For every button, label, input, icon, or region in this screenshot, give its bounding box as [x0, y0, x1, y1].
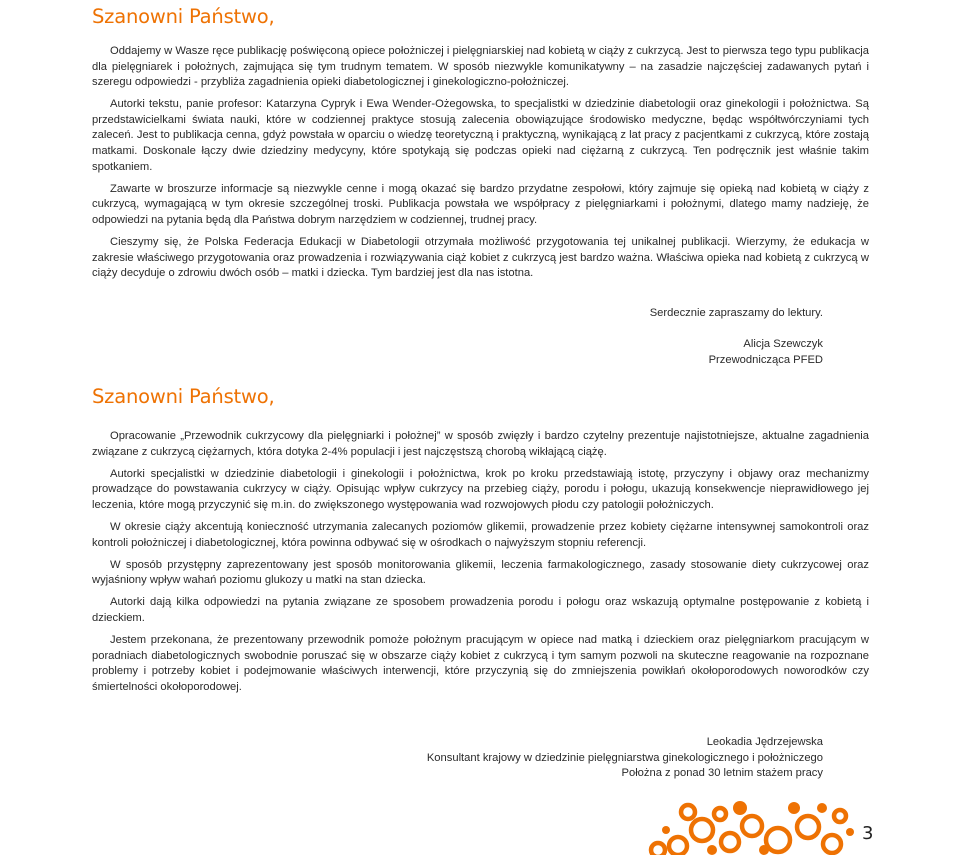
page-heading-1: Szanowni Państwo,: [92, 5, 275, 28]
signature-title: Konsultant krajowy w dziedzinie pielęgniarstwa ginekologicznego i położniczego: [426, 751, 823, 764]
letter-body-1: [92, 44, 869, 288]
signature-name: Alicja Szewczyk: [743, 338, 823, 350]
signature-note: Położna z ponad 30 letnim stażem pracy: [621, 767, 823, 780]
paragraph: Autorki dają kilka odpowiedzi na pytania związane ze sposobem prowadzenia porodu i połogu oraz wskazują optymalne postępowanie z kobietą i dzieckiem.: [92, 596, 869, 624]
paragraph: Zawarte w broszurze informacje są niezwykle cenne i mogą okazać się bardzo przydatne zespołowi, który zajmuje się opieką nad kobietą w ciąży z cukrzycą, wymagającą w tym okresie szczególnej troski. Publikacja powstała we współpracy z pielęgniarkami i położnymi, dlatego mamy nadzieję, że odpowiedzi na pytania będą dla Państwa dobrym narzędziem w codziennej, trudnej pracy.: [92, 182, 869, 226]
paragraph: Cieszymy się, że Polska Federacja Edukacji w Diabetologii otrzymała możliwość przygotowania tej unikalnej publikacji. Wierzymy, że edukacja w zakresie właściwego przygotowania oraz prowadzenia i rozwiązywania ciąż kobiet z cukrzycą jest bardzo ważna. Właściwa opieka nad kobietą z cukrzycą w ciąży decyduje o zdrowiu dwóch osób – matki i dziecka. Tym bardziej jest dla nas istotna.: [92, 236, 869, 280]
closing-greeting: [650, 306, 823, 322]
paragraph: W okresie ciąży akcentują konieczność utrzymania zalecanych poziomów glikemii, prowadzenie przez kobiety ciężarne intensywnej samokontroli oraz kontroli położniczej i diabetologicznej, która powinna odbywać się w ośrodkach o najwyższym stopniu referencji.: [92, 520, 869, 549]
paragraph: Jestem przekonana, że prezentowany przewodnik pomoże położnym pracującym w opiece nad matką i dzieckiem oraz pielęgniarkom pracującym w poradniach diabetologicznych swobodnie poruszać się w obszarze ciąży kobiet z cukrzycą i tym samym pozwoli na skuteczne reagowanie na rozpoznane problemy i potrzeby kobiet i podejmowanie właściwych interwencji, które przyczynią się do zmniejszenia powikłań okołoporodowych noworodków czy śmiertelności okołoporodowej.: [92, 634, 869, 693]
paragraph: W sposób przystępny zaprezentowany jest sposób monitorowania glikemii, leczenia farmakologicznego, zasady stosowanie diety cukrzycowej oraz wyjaśniony wpływ wahań poziomu glukozy u matki na stan dziecka.: [92, 558, 869, 587]
signature-title: Przewodnicząca PFED: [708, 353, 823, 366]
page-number: 3: [862, 823, 874, 844]
paragraph: Autorki specjalistki w dziedzinie diabetologii i ginekologii i położnictwa, krok po kroku przedstawiają istotę, przyczyny i objawy oraz mechanizmy prowadzące do powstawania cukrzycy w ciąży. Opisując wpływ cukrzycy na przebieg ciąży, porodu i połogu, ukazują konsekwencje nieprawidłowego jej leczenia, które mogą przyczynić się m.in. do zwiększonego występowania wad rozwojowych płodu czy patologii położniczych.: [92, 467, 869, 511]
paragraph: Oddajemy w Wasze ręce publikację poświęconą opiece położniczej i pielęgniarskiej nad kobietą w ciąży z cukrzycą. Jest to pierwsza tego typu publikacja dla pielęgniarek i położnych, zajmująca się tym trudnym tematem. W sposób niezwykle komunikatywny – na zasadzie najczęściej zadawanych pytań i szeregu odpowiedzi - przybliża zagadnienia opieki diabetologicznej i ginekologiczno-położniczej.: [92, 45, 869, 89]
letter-body-2: [92, 429, 869, 702]
signature-block-1: [709, 337, 823, 368]
paragraph: Opracowanie „Przewodnik cukrzycowy dla pielęgniarki i położnej” w sposób zwięzły i bardzo czytelny prezentuje najistotniejsze, aktualne zagadnienia związane z cukrzycą ciężarnych, która dotyka 2-4% populacji i jest najczęstszą chorobą wikłającą ciążę.: [92, 430, 869, 458]
paragraph: Autorki tekstu, panie profesor: Katarzyna Cypryk i Ewa Wender-Ożegowska, to specjalistki w dziedzinie diabetologii oraz ginekologii i położnictwa. Są przedstawicielkami świata nauki, które w codziennej praktyce stosują zalecenia obowiązujące środowisko medyczne, będąc współtwórczyniami tych zaleceń. Jest to publikacja cenna, gdyż powstała w oparciu o wiedzę teoretyczną i praktyczną, wynikającą z lat pracy z pacjentkami z cukrzycą, które zostają matkami. Doskonale łączy dwie dziedziny medycyny, które spotykają się podczas opieki nad ciężarną z cukrzycą. Ten podręcznik jest właśnie takim spotkaniem.: [92, 98, 869, 173]
page-heading-2: Szanowni Państwo,: [92, 385, 275, 408]
signature-name: Leokadia Jędrzejewska: [706, 736, 823, 748]
signature-block-2: [427, 735, 823, 782]
greeting-text: Serdecznie zapraszamy do lektury.: [649, 307, 823, 319]
orange-circles-decoration-icon: [600, 800, 855, 855]
